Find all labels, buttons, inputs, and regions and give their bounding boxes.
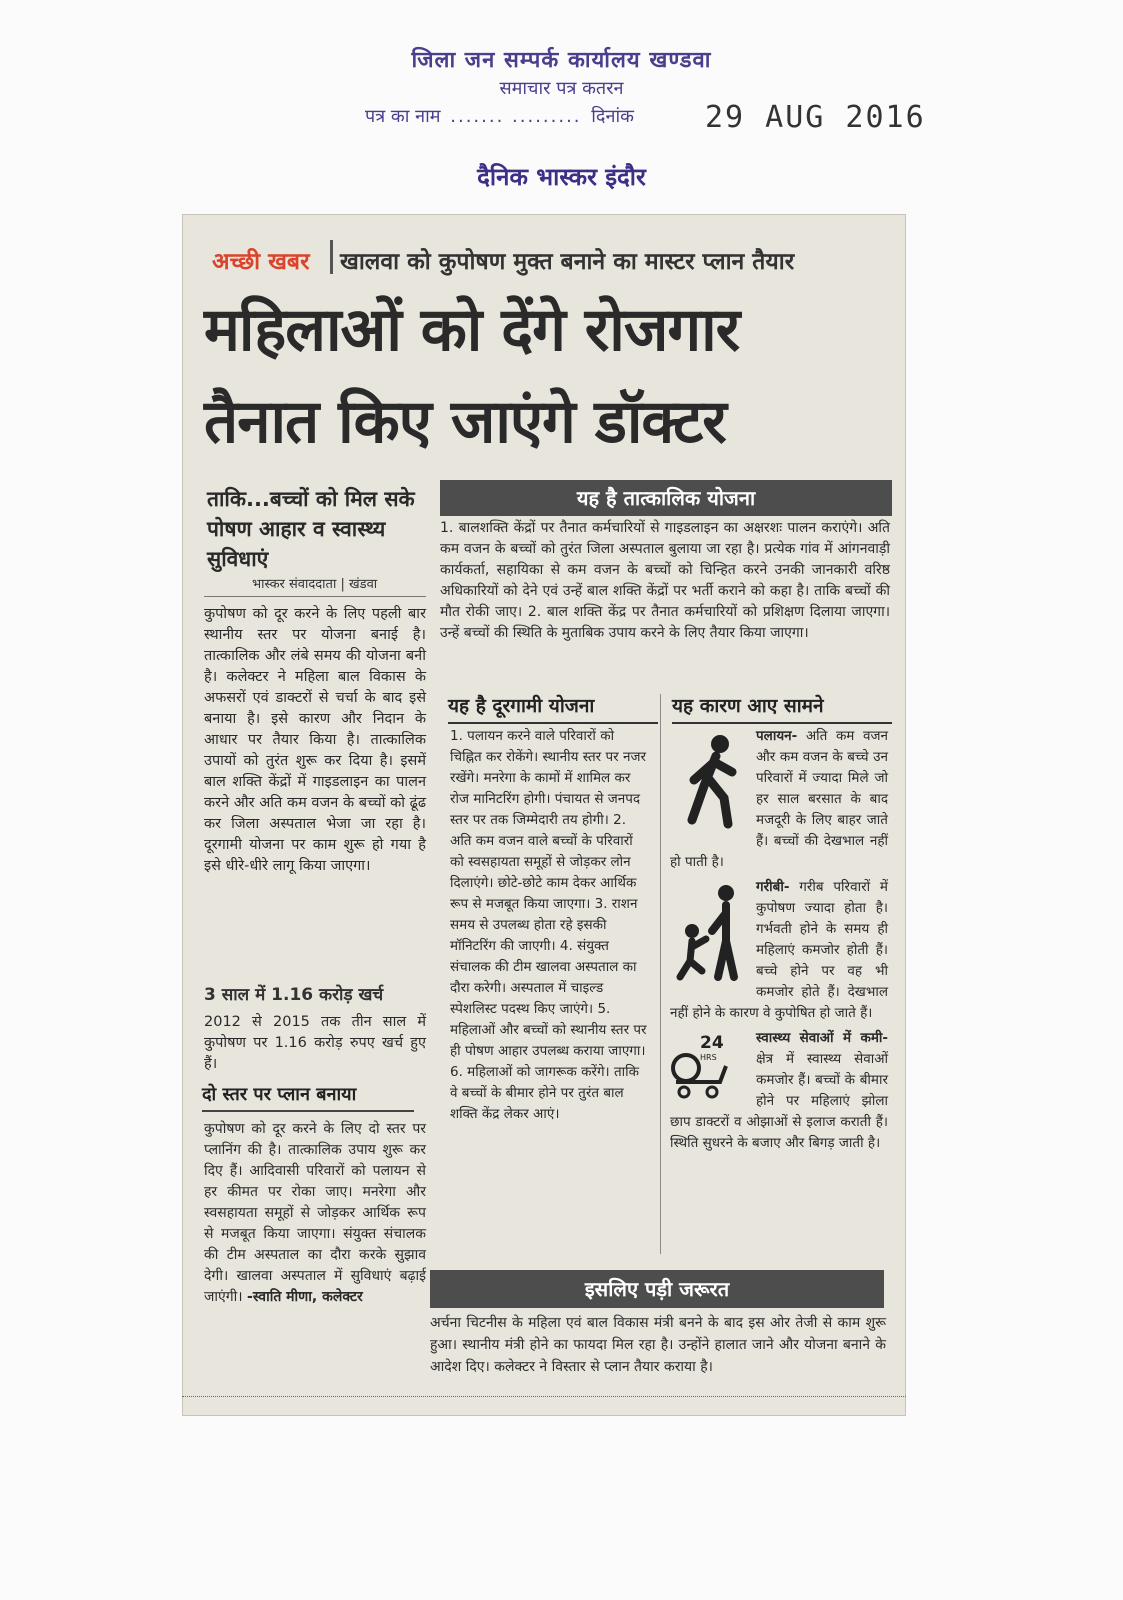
plan-paragraph: [204, 1119, 426, 1308]
plan-text: कुपोषण को दूर करने के लिए दो स्तर पर प्लानिंग की है। तात्कालिक उपाय शुरू कर दिए हैं। आदिवासी परिवारों को पलायन से हर कीमत पर रोका जाए। मनरेगा और स्वसहायता समूहों से जोड़कर आर्थिक रूप से मजबूत किया जाएगा। संयुक्त संचालक की टीम अस्पताल का दौरा करके सुझाव देगी। खालवा अस्पताल में सुविधाएं बढ़ाई जाएंगी।: [204, 1121, 426, 1305]
intro-paragraph: कुपोषण को दूर करने के लिए पहली बार स्थानीय स्तर पर योजना बनाई है। तात्कालिक और लंबे समय की योजना बनी है। कलेक्टर ने महिला बाल विकास के अफसरों एवं डाक्टरों से चर्चा के बाद इसे बनाया है। इसे कारण और निदान के आधार पर तैयार किया है। तात्कालिक उपायों को तुरंत शुरू कर दिया है। इसमें बाल शक्ति केंद्रों में गाइडलाइन का पालन करने और अति कम वजन के बच्चों को ढूंढ कर जिला अस्पताल भेजा जा रहा है। दूरगामी योजना पर काम शुरू हो गया है इसे धीरे-धीरे लागू किया जाएगा।: [204, 606, 426, 874]
need-paragraph: अर्चना चिटनीस के महिला एवं बाल विकास मंत्री बनने के बाद इस ओर तेजी से काम शुरू हुआ। स्थानीय मंत्री होने का फायदा मिल रहा है। उन्होंने हालात जाने और योजना बनाने के आदेश दिए। कलेक्टर ने विस्तार से प्लान तैयार कराया है।: [430, 1315, 886, 1375]
reason-poverty-text: गरीब परिवारों में कुपोषण ज्यादा होता है। गर्भवती होने के समय ही महिलाएं कमजोर होती हैं। बच्चे होने पर वह भी कमजोर होते हैं। देखभाल नहीं होने के कारण वे कुपोषित हो जाते हैं।: [670, 879, 888, 1021]
kicker-label: अच्छी खबर: [212, 249, 310, 275]
immediate-plan-text: 1. बालशक्ति केंद्रों पर तैनात कर्मचारियों से गाइडलाइन का अक्षरशः पालन कराएंगे। अति कम वजन के बच्चों को तुरंत जिला अस्पताल बुलाया जा रहा है। प्रत्येक गांव में आंगनवाड़ी कार्यकर्ता, सहायिका से कम वजन के बच्चों को चिन्हित करने उनकी जानकारी वरिष्ठ अधिकारियों को देने एवं उन्हें बाल शक्ति केंद्रों पर भर्ती कराने को कहा है। ताकि बच्चों की मौत रोकी जाए। 2. बाल शक्ति केंद्र पर तैनात कर्मचारियों को प्रशिक्षण दिलाया जाएगा। उन्हें बच्चों की स्थिति के मुताबिक उपाय करने के लिए तैयार किया जाएगा।: [440, 520, 890, 641]
walking-person-icon: [670, 728, 750, 832]
reason-poverty: [670, 877, 888, 1024]
reasons-heading: यह कारण आए सामने: [672, 692, 892, 724]
kicker-text: खालवा को कुपोषण मुक्त बनाने का मास्टर प्लान तैयार: [340, 249, 795, 275]
column-divider: [660, 694, 661, 1254]
mother-child-icon: [670, 879, 750, 983]
immediate-plan-heading: यह है तात्कालिक योजना: [440, 480, 892, 516]
reason-health-text: क्षेत्र में स्वास्थ्य सेवाओं कमजोर हैं। बच्चों के बीमार होने पर महिलाएं झोला छाप डाक्टरों व ओझाओं से इलाज कराती हैं। स्थिति सुधरने के बजाए और बिगड़ जाती है।: [670, 1051, 888, 1151]
stamp-paper-dots: ....... .........: [450, 106, 582, 127]
stamp-paper-label: पत्र का नाम: [365, 106, 441, 127]
news-clipping: [182, 214, 906, 1416]
plan-signature: -स्वाति मीणा, कलेक्टर: [247, 1289, 363, 1305]
stamp-paper-name: दैनिक भास्कर इंदौर: [477, 163, 646, 191]
reason-migration-label: पलायन-: [756, 728, 798, 744]
reason-health: [670, 1028, 888, 1154]
icon-24-text: 24: [700, 1033, 724, 1053]
plan-heading: दो स्तर पर प्लान बनाया: [202, 1082, 414, 1112]
reason-migration: [670, 726, 888, 873]
spend-paragraph: 2012 से 2015 तक तीन साल में कुपोषण पर 1.16 करोड़ रुपए खर्च हुए हैं।: [204, 1014, 426, 1072]
icon-hrs-text: HRS: [700, 1053, 717, 1062]
divider: [204, 596, 426, 597]
longterm-plan-heading: यह है दूरगामी योजना: [448, 692, 658, 724]
reason-health-label: स्वास्थ्य सेवाओं में कमी-: [756, 1030, 888, 1046]
sub-headline: ताकि...बच्चों को मिल सके पोषण आहार व स्वास्थ्य सुविधाएं: [207, 487, 415, 571]
spend-heading: 3 साल में 1.16 करोड़ खर्च: [204, 985, 384, 1005]
longterm-plan-text: 1. पलायन करने वाले परिवारों को चिह्नित कर रोकेंगे। स्थानीय स्तर पर नजर रखेंगे। मनरेगा के कामों में शामिल कर रोज मानिटरिंग होगी। पंचायत से जनपद स्तर पर तक जिम्मेदारी तय होगी। 2. अति कम वजन वाले बच्चों के परिवारों को स्वसहायता समूहों से जोड़कर लोन दिलाएंगे। छोटे-छोटे काम देकर आर्थिक रूप से मजबूत किया जाएगा। 3. राशन समय से उपलब्ध होता रहे इसकी मॉनिटरिंग की जाएगी। 4. संयुक्त संचालक की टीम खालवा अस्पताल का दौरा करेगी। अस्पताल में चाइल्ड स्पेशलिस्ट पदस्थ किए जाएंगे। 5. महिलाओं और बच्चों को स्थानीय स्तर पर ही पोषण आहार उपलब्ध कराया जाएगा। 6. महिलाओं को जागरूक करेंगे। ताकि वे बच्चों के बीमार होने पर तुरंत बाल शक्ति केंद्र लेकर आएं।: [450, 728, 647, 1122]
need-heading: इसलिए पड़ी जरूरत: [430, 1270, 884, 1308]
kicker-separator: [330, 240, 333, 274]
stamp-paper-line: [365, 104, 634, 128]
headline-line-2: तैनात किए जाएंगे डॉक्टर: [204, 387, 726, 457]
reason-poverty-label: गरीबी-: [756, 879, 790, 895]
24hrs-ambulance-icon: [670, 1032, 750, 1102]
byline: भास्कर संवाददाता | खंडवा: [252, 577, 378, 592]
bottom-dotted-rule: [182, 1396, 906, 1397]
stamp-date: 29 AUG 2016: [705, 100, 926, 135]
stamp-clipping: समाचार पत्र कतरन: [499, 78, 624, 99]
stamp-date-label: दिनांक: [591, 106, 634, 127]
stamp-office: जिला जन सम्पर्क कार्यालय खण्डवा: [411, 48, 712, 73]
headline-line-1: महिलाओं को देंगे रोजगार: [204, 295, 740, 365]
reasons-list: [670, 726, 888, 1154]
reason-migration-text: अति कम वजन और कम वजन के बच्चे उन परिवारों में ज्यादा मिले जो हर साल बरसात के बाद मजदूरी के लिए बाहर जाते हैं। बच्चों की देखभाल नहीं हो पाती है।: [670, 728, 888, 870]
